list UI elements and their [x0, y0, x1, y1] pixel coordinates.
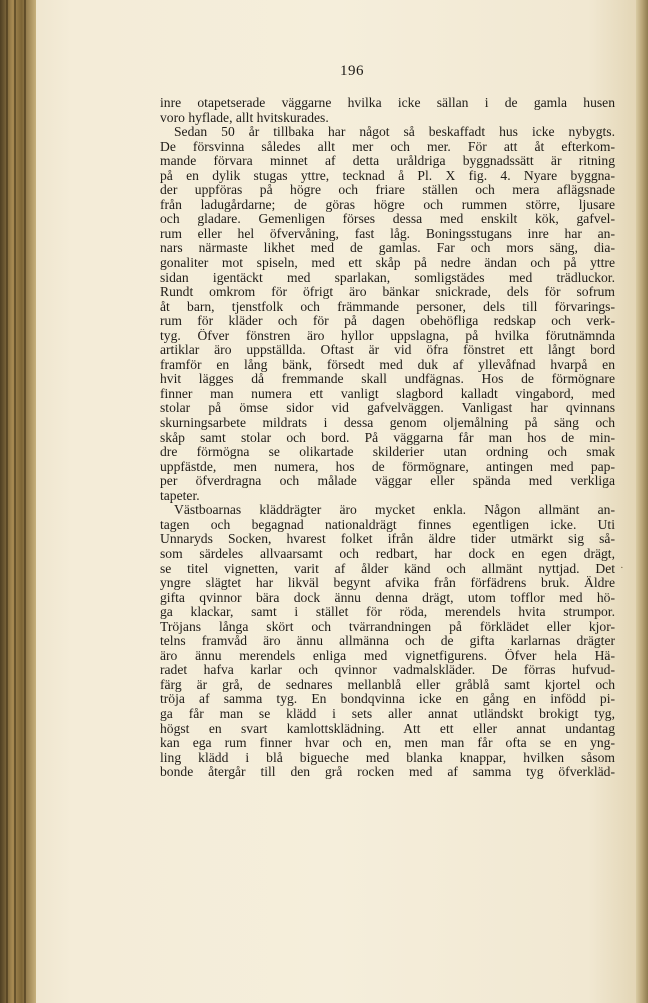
text-line: tröja af samma tyg. En bondqvinna icke en gång en infödd pi- [160, 692, 615, 707]
text-line: högst en svart kamlottsklädning. Att ett eller annat undantag [160, 721, 615, 736]
text-line: Västboarnas kläddrägter äro mycket enkla. Någon allmänt an- [174, 503, 615, 518]
text-line: tapeter. [160, 488, 200, 503]
text-line: skurningsarbete mildrats i dessa genom oljemålning på säng och [160, 416, 615, 431]
text-line: rum för kläder och för på dagen obehöfliga redskap och verk- [160, 314, 615, 329]
spine-line [14, 0, 16, 1003]
text-line: Sedan 50 år tillbaka har något så beskaffadt hus icke nybygts. [174, 125, 615, 140]
text-line: uppfästde, men numera, hos de förmögnare, antingen med pap- [160, 459, 615, 474]
text-line: och gladare. Gemenligen förses dessa med enskilt kök, gafvel- [160, 212, 615, 227]
text-line: inre otapetserade väggarne hvilka icke sällan i de gamla husen [160, 96, 615, 110]
text-line: finner man numera ett vanligt slagbord kalladt vingabord, med [160, 386, 615, 401]
text-line: der uppföras på högre och friare ställen och mera aflägsnade [160, 183, 615, 198]
spine-line [6, 0, 8, 1003]
text-line: Unnaryds Socken, hvarest folket ifrån äldre tider utmärkt sig så- [160, 532, 615, 547]
text-line: mande förvara minnet af detta uråldriga byggnadssätt är ritning [160, 154, 615, 169]
text-line: gifta qvinnor bära dock ännu denna drägt, utom tofflor med hö- [160, 590, 615, 605]
text-line: stolar på ömse sidor vid gafvelväggen. Vanligast har qvinnans [160, 401, 615, 416]
text-line: yngre slägtet har likväl begynt afvika från förfädrens bruk. Äldre [160, 576, 615, 591]
text-line: per öfverdragna och målade väggar eller spända med verkliga [160, 474, 615, 489]
text-line: Tröjans långa skört och tvärrandningen på förklädet eller kjor- [160, 619, 615, 634]
text-line: telns framvåd äro ännu allmänna och de gifta karlarnas drägter [160, 634, 615, 649]
text-line: skåp samt stolar och bord. På väggarna får man hos de min- [160, 430, 615, 445]
book-spine [0, 0, 36, 1003]
text-line: sidan igentäckt med sparlakan, somligstädes med trädluckor. [160, 270, 615, 285]
text-line: ga klackar, samt i stället för röda, merendels hvita strumpor. [160, 605, 615, 620]
text-line: artiklar äro uppställda. Oftast är vid öfra fönstret ett långt bord [160, 343, 615, 358]
text-line: voro hyflade, allt hvitskurades. [160, 110, 329, 125]
page-edge [636, 0, 648, 1003]
text-line: De försvinna således allt mer och mer. För att åt efterkom- [160, 139, 615, 154]
text-line: nars närmaste likhet med de gamlas. Far och mors säng, dia- [160, 241, 615, 256]
text-line: hvit lägges då fremmande skall undfägnas. Hos de förmögnare [160, 372, 615, 387]
text-line: framför en lång bänk, försedt med duk af yllevåfnad hvarpå en [160, 357, 615, 372]
text-line: rum eller hel öfvervåning, fast låg. Boningsstugans inre har an- [160, 226, 615, 241]
text-line: tyg. Öfver fönstren äro hyllor uppslagna, på hvilka förutnämnda [160, 328, 615, 343]
page-number: 196 [340, 63, 364, 79]
text-line: färg är grå, de sednares mellanblå eller gråblå samt kjortel och [160, 677, 615, 692]
text-line: tagen och begagnad nationaldrägt finnes egentligen icke. Uti [160, 517, 615, 532]
text-line: åt barn, tjenstfolk och främmande personer, dels till förvarings- [160, 299, 615, 314]
text-line: ling klädd i blå bigueche med blanka knappar, hvilken såsom [160, 750, 615, 765]
spine-line [24, 0, 26, 1003]
text-line: kan ega rum finner hvar och en, men man får ofta se en yng- [160, 736, 615, 751]
body-text [160, 96, 615, 780]
text-line: gonaliter mot spiseln, med ett skåp på nedre ändan och på yttre [160, 256, 615, 271]
text-line: äro ännu merendels enliga med vignetfigurens. Öfver hela Hä- [160, 648, 615, 663]
margin-mark: · [620, 562, 624, 574]
text-line: från ladugårdarne; de göras högre och rummen större, ljusare [160, 197, 615, 212]
text-line: radet hafva karlar och qvinnor vadmalskläder. De förras hufvud- [160, 663, 615, 678]
text-line: bonde återgår till den grå rocken med af samma tyg öfverkläd- [160, 765, 615, 780]
text-line: på en dylik stugas yttre, tecknad å Pl. X fig. 4. Nyare byggna- [160, 168, 615, 183]
text-line: Rundt omkrom för öfrigt äro bänkar snickrade, dels för sofrum [160, 285, 615, 300]
text-line: se titel vignetten, varit af ålder känd och allmänt nyttjad. Det [160, 561, 615, 576]
text-line: ga får man se klädd i sets aller annat utländskt brokigt tyg, [160, 706, 615, 721]
text-line: som särdeles allvaarsamt och redbart, har dock en egen drägt, [160, 546, 615, 561]
text-line: dre förmögna se olikartade skilderier utan ordning och smak [160, 445, 615, 460]
